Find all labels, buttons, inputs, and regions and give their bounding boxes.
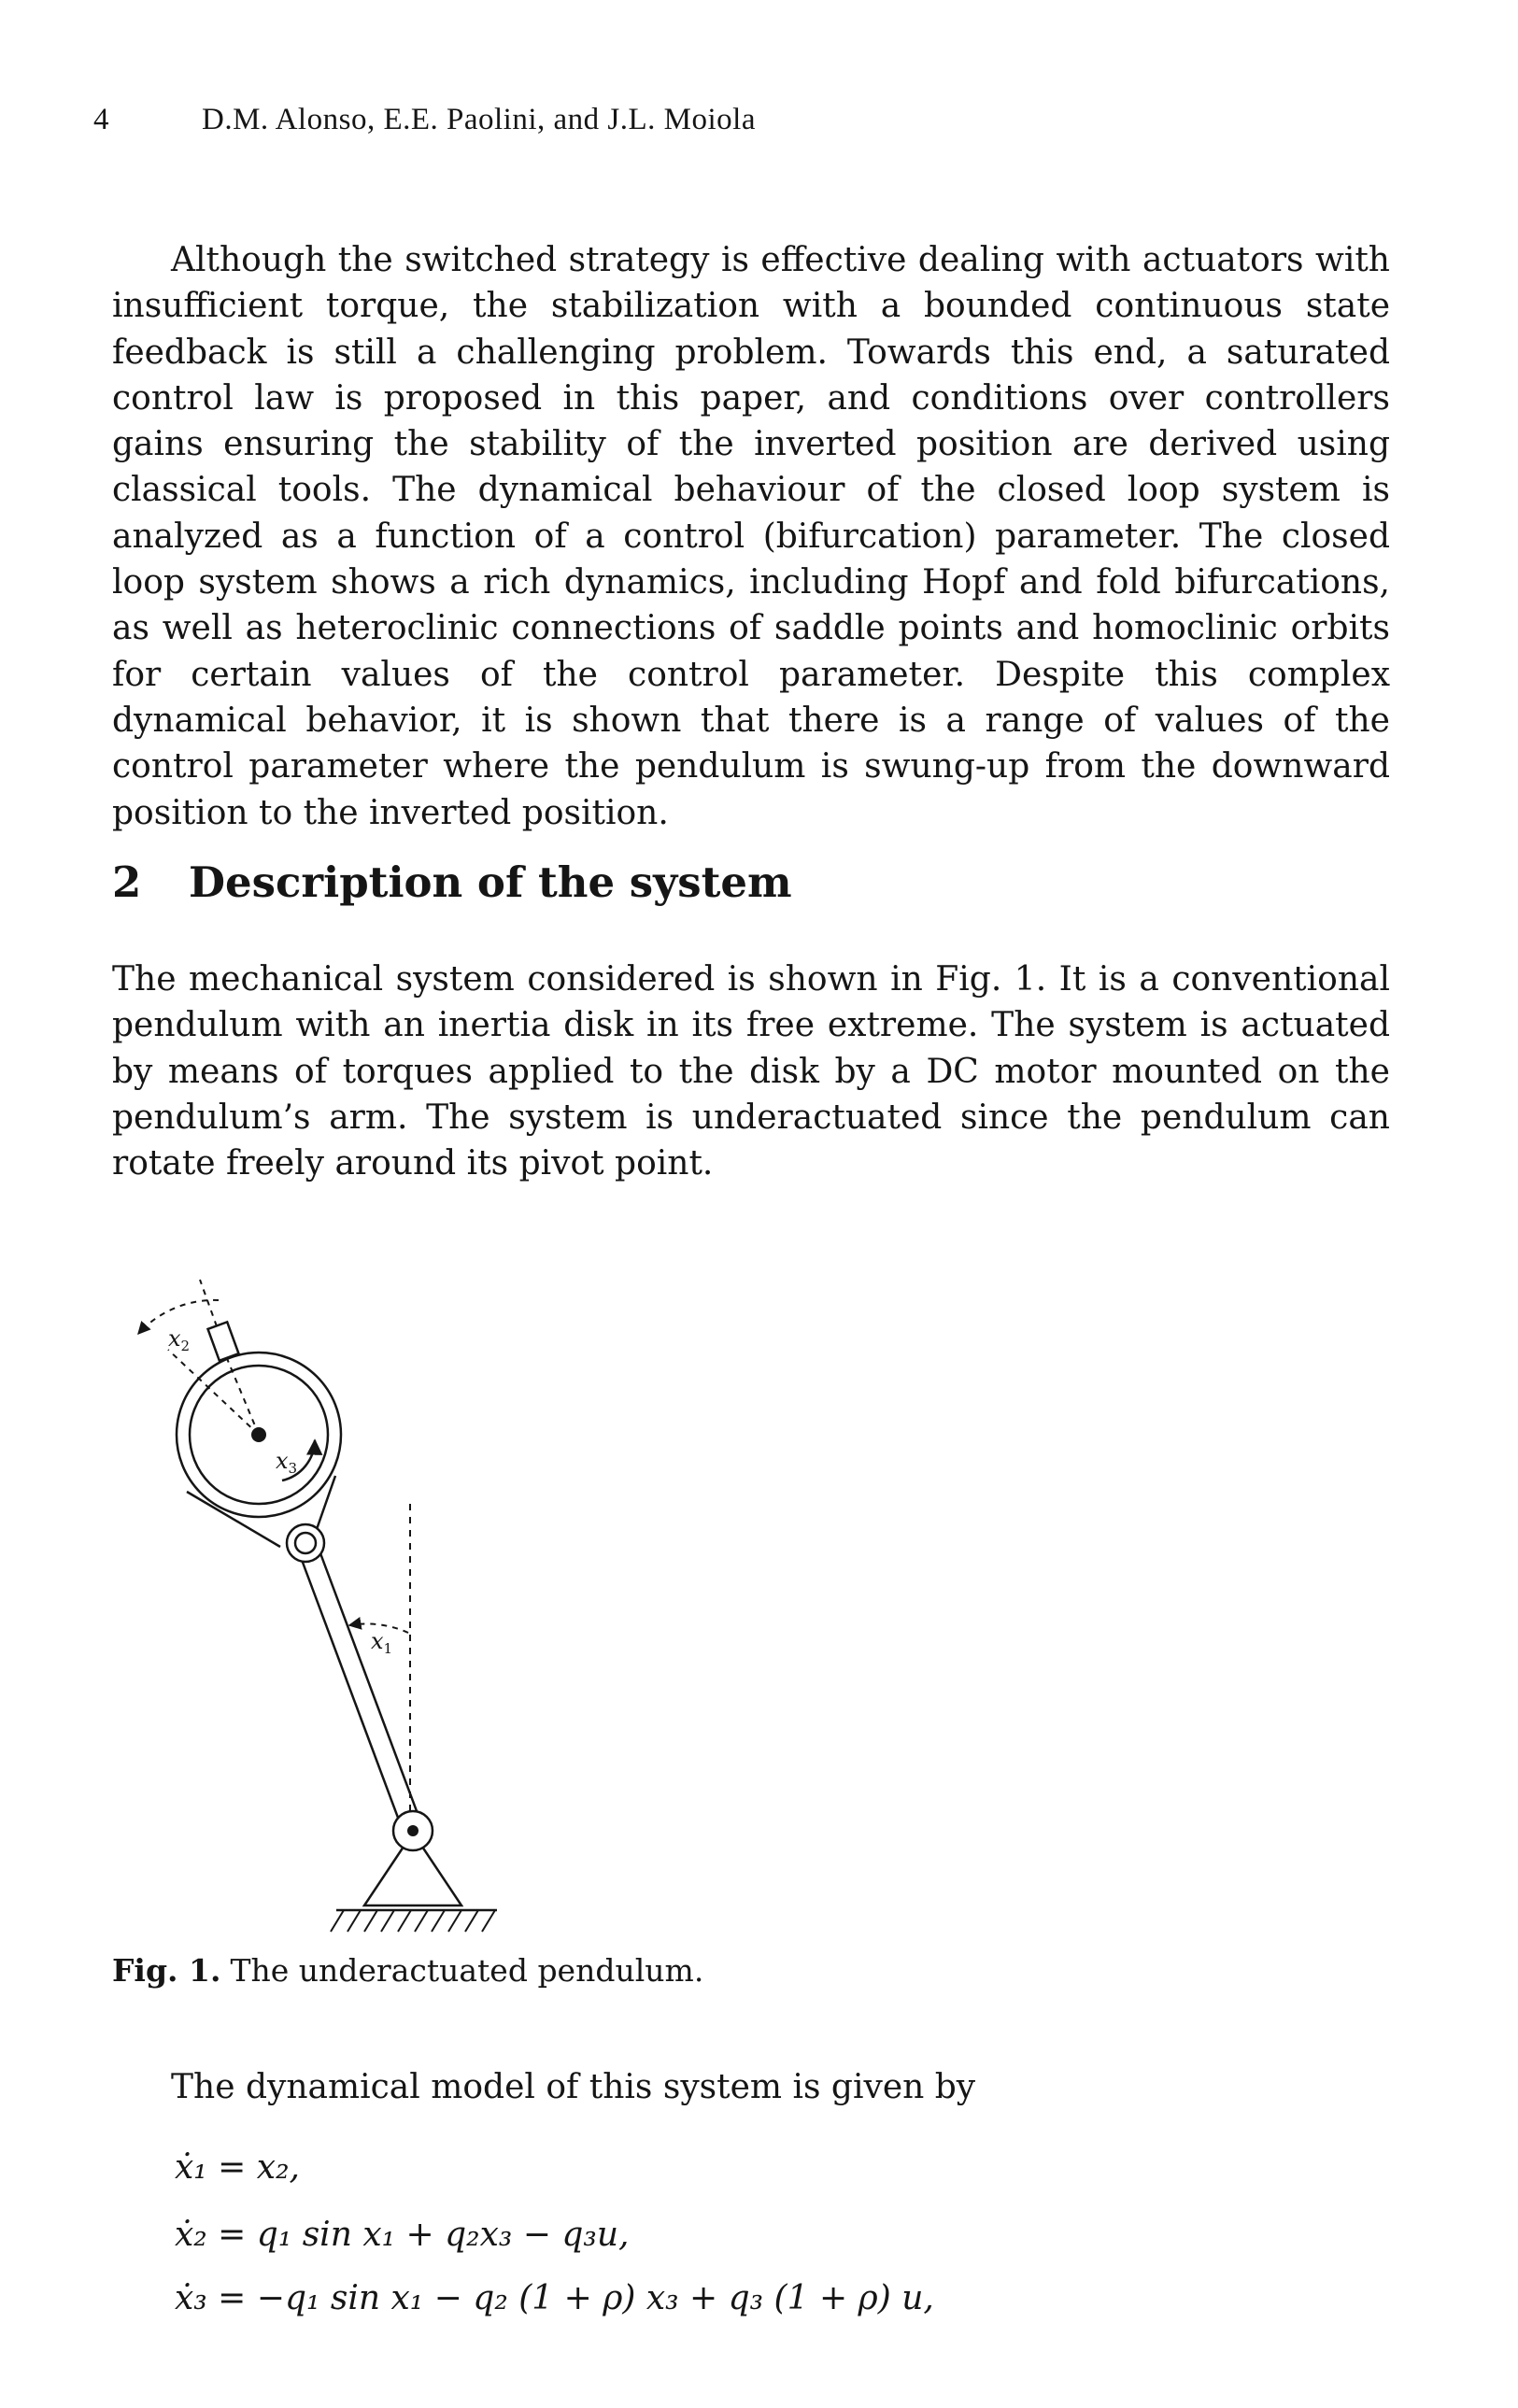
author-line: D.M. Alonso, E.E. Paolini, and J.L. Moiola	[202, 103, 756, 136]
running-header	[93, 103, 756, 137]
figure-caption-label: Fig. 1.	[112, 1952, 221, 1989]
section-title: Description of the system	[189, 857, 792, 907]
section-heading	[112, 857, 792, 907]
equation-3: ẋ₃ = −q₁ sin x₁ − q₂ (1 + ρ) x₃ + q₃ (1 + ρ) u,	[175, 2279, 934, 2317]
section-number: 2	[112, 857, 142, 907]
pendulum-figure	[98, 1252, 537, 1943]
pivot-center-dot	[407, 1825, 419, 1836]
intro-paragraph: Although the switched strategy is effective dealing with actuators with insufficient torque, the stabilization with a bounded continuous state feedback is still a challenging problem. Towards this end, a saturated control law is proposed in this paper, and conditions over controllers gains ensuring the stability of the inverted position are derived using classical tools. The dynamical behaviour of the closed loop system is analyzed as a function of a control (bifurcation) parameter. The closed loop system shows a rich dynamics, including Hopf and fold bifurcations, as well as heteroclinic connections of saddle points and homoclinic orbits for certain values of the control parameter. Despite this complex dynamical behavior, it is shown that there is a range of values of the control parameter where the pendulum is swung-up from the downward position to the inverted position.	[112, 241, 1390, 832]
equation-1: ẋ₁ = x₂,	[175, 2148, 300, 2187]
disk-center-dot	[251, 1427, 266, 1442]
label-x2: $x_2$	[168, 1325, 191, 1354]
ground-hatching	[331, 1910, 495, 1932]
label-x1: $x_1$	[371, 1628, 393, 1657]
figure-caption	[112, 1952, 703, 1989]
model-intro-text: The dynamical model of this system is given by	[171, 2068, 976, 2106]
page-number: 4	[93, 103, 109, 136]
pendulum-arm-left-edge	[302, 1560, 404, 1833]
label-x3: $x_3$	[276, 1448, 298, 1477]
disk-marker	[208, 1322, 239, 1360]
equation-2: ẋ₂ = q₁ sin x₁ + q₂x₃ − q₃u,	[175, 2216, 630, 2254]
system-description-paragraph: The mechanical system considered is shown in Fig. 1. It is a conventional pendulum with an inertia disk in its free extreme. The system is actuated by means of torques applied to the disk by a DC motor mounted on the pendulum’s arm. The system is underactuated since the pendulum can rotate freely around its pivot point.	[112, 960, 1390, 1183]
motor-pulley	[287, 1524, 324, 1562]
arm-extension-line	[200, 1280, 217, 1326]
figure-caption-text: The underactuated pendulum.	[230, 1952, 704, 1989]
pendulum-arm-right-edge	[320, 1553, 422, 1826]
